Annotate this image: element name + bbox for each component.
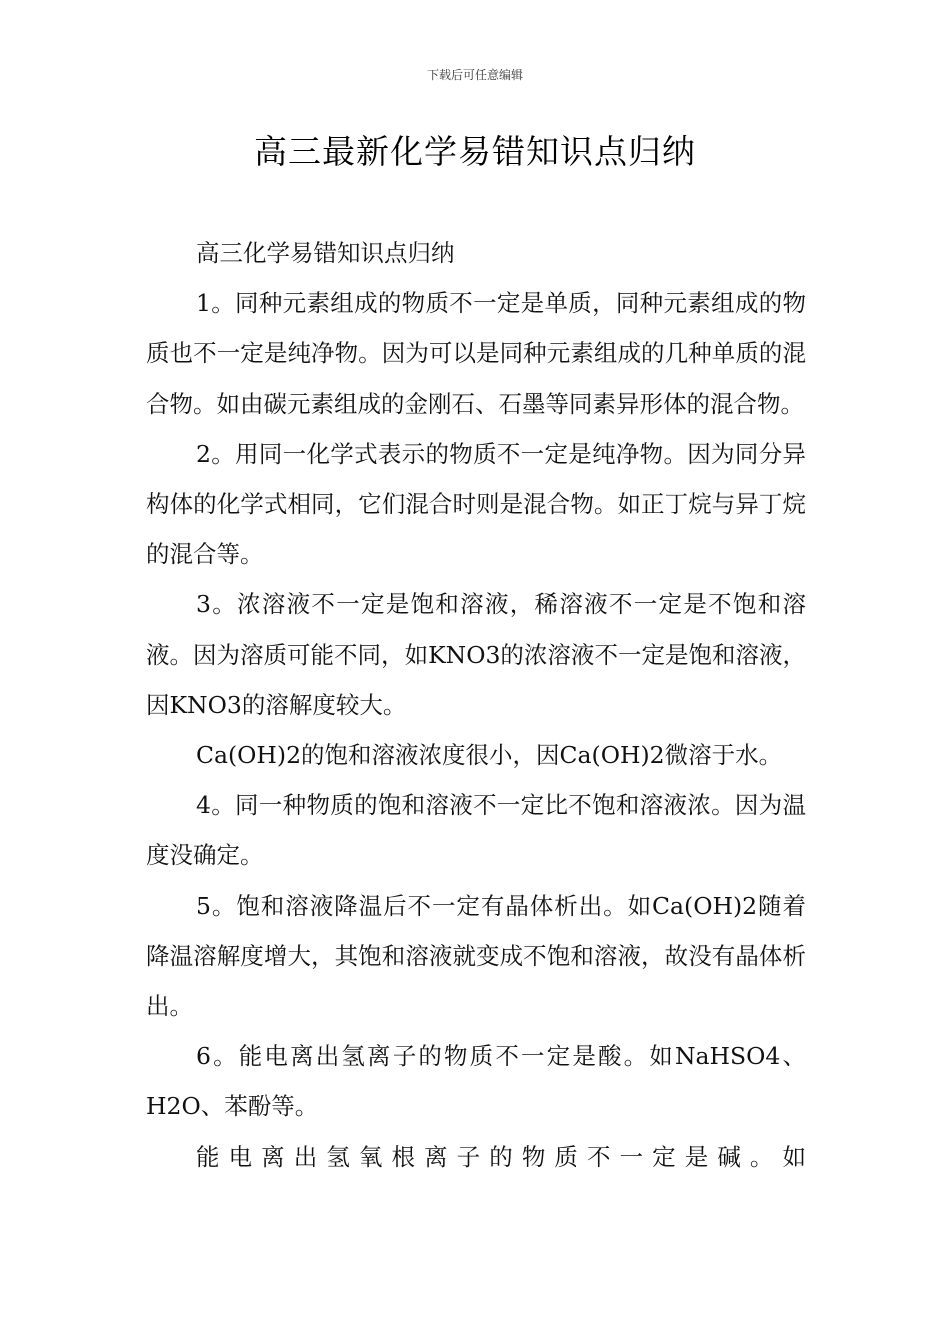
paragraph-1: 1。同种元素组成的物质不一定是单质，同种元素组成的物质也不一定是纯净物。因为可以是同种元素组成的几种单质的混合物。如由碳元素组成的金刚石、石墨等同素异形体的混合物。	[146, 289, 806, 418]
subtitle-paragraph: 高三化学易错知识点归纳	[196, 239, 455, 267]
document-title: 高三最新化学易错知识点归纳	[254, 132, 696, 171]
paragraph-4: 4。同一种物质的饱和溶液不一定比不饱和溶液浓。因为温度没确定。	[146, 791, 806, 870]
paragraph-3: 3。浓溶液不一定是饱和溶液，稀溶液不一定是不饱和溶液。因为溶质可能不同，如KNO3的浓溶液不一定是饱和溶液，因KNO3的溶解度较大。	[146, 590, 806, 719]
header-note: 下载后可任意编辑	[426, 68, 523, 82]
document-body	[146, 228, 806, 1182]
paragraph-6-continued: 能电离出氢氧根离子的物质不一定是碱。如	[196, 1142, 806, 1171]
paragraph-5: 5。饱和溶液降温后不一定有晶体析出。如Ca(OH)2随着降温溶解度增大，其饱和溶液就变成不饱和溶液，故没有晶体析出。	[146, 891, 806, 1021]
paragraph-6: 6。能电离出氢离子的物质不一定是酸。如NaHSO4、H2O、苯酚等。	[146, 1042, 806, 1121]
paragraph-3-note: Ca(OH)2的饱和溶液浓度很小，因Ca(OH)2微溶于水。	[196, 741, 783, 770]
paragraph-2: 2。用同一化学式表示的物质不一定是纯净物。因为同分异构体的化学式相同，它们混合时则是混合物。如正丁烷与异丁烷的混合等。	[146, 439, 806, 569]
